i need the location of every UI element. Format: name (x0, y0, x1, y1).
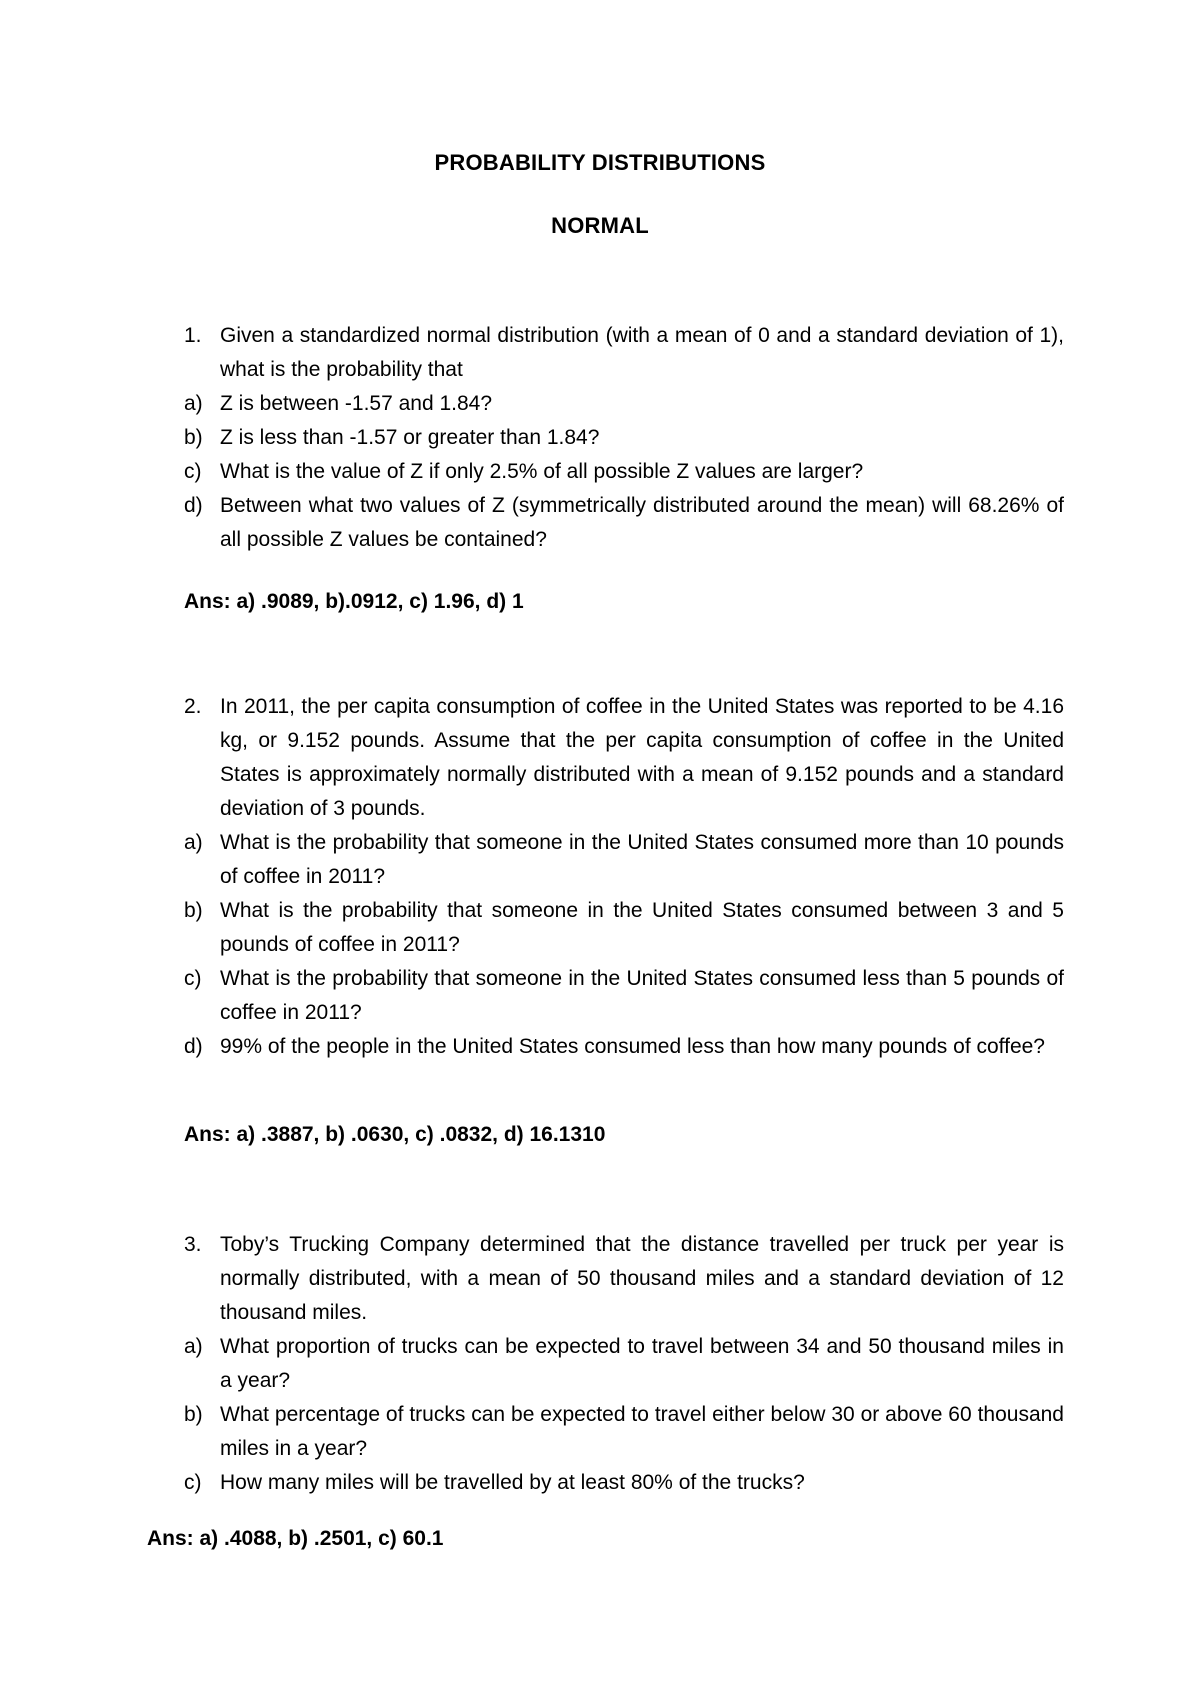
part-label: b) (184, 899, 203, 922)
page-subtitle: NORMAL (551, 213, 649, 238)
part-label: a) (184, 1335, 203, 1358)
question-2-part-d (184, 1030, 1064, 1064)
question-2-text: In 2011, the per capita consumption of coffee in the United States was reported to be 4.16 kg, or 9.152 pounds. Assume that the per capita consumption of coffee in the United States is approximately normally distributed with a mean of 9.152 pounds and a standard deviation of 3 pounds. (220, 695, 1064, 820)
question-3-answer: Ans: a) .4088, b) .2501, c) 60.1 (147, 1527, 444, 1550)
question-1-part-c (184, 455, 1064, 489)
part-text: How many miles will be travelled by at least 80% of the trucks? (220, 1471, 805, 1494)
question-3-part-a (184, 1330, 1064, 1398)
question-2-part-c (184, 962, 1064, 1030)
part-text: Z is between -1.57 and 1.84? (220, 392, 493, 415)
question-3-text: Toby’s Trucking Company determined that the distance travelled per truck per year is normally distributed, with a mean of 50 thousand miles and a standard deviation of 12 thousand miles. (220, 1233, 1064, 1324)
part-label: c) (184, 967, 202, 990)
question-3-stem (184, 1228, 1064, 1330)
part-label: b) (184, 1403, 203, 1426)
part-label: a) (184, 392, 203, 415)
question-2-part-a (184, 826, 1064, 894)
question-3-part-c (184, 1466, 1064, 1500)
part-text: Z is less than -1.57 or greater than 1.84? (220, 426, 600, 449)
question-1 (184, 319, 1064, 557)
question-2-stem (184, 690, 1064, 826)
question-1-text: Given a standardized normal distribution (with a mean of 0 and a standard deviation of 1), what is the probability that (220, 324, 1064, 381)
question-2 (184, 690, 1064, 1064)
question-1-part-b (184, 421, 1064, 455)
part-label: b) (184, 426, 203, 449)
part-text: What is the probability that someone in the United States consumed less than 5 pounds of coffee in 2011? (220, 967, 1064, 1024)
part-label: c) (184, 460, 202, 483)
part-label: d) (184, 494, 203, 517)
part-label: a) (184, 831, 203, 854)
part-text: What proportion of trucks can be expected to travel between 34 and 50 thousand miles in a year? (220, 1335, 1064, 1392)
part-label: d) (184, 1035, 203, 1058)
question-1-answer: Ans: a) .9089, b).0912, c) 1.96, d) 1 (184, 590, 524, 613)
part-text: What is the probability that someone in the United States consumed between 3 and 5 pounds of coffee in 2011? (220, 899, 1064, 956)
part-text: What percentage of trucks can be expected to travel either below 30 or above 60 thousand miles in a year? (220, 1403, 1064, 1460)
question-2-part-b (184, 894, 1064, 962)
question-1-stem (184, 319, 1064, 387)
page-title: PROBABILITY DISTRIBUTIONS (434, 150, 766, 175)
question-1-number: 1. (184, 324, 202, 347)
part-text: Between what two values of Z (symmetrically distributed around the mean) will 68.26% of all possible Z values be contained? (220, 494, 1064, 551)
question-1-part-d (184, 489, 1064, 557)
question-3 (184, 1228, 1064, 1500)
question-3-number: 3. (184, 1233, 202, 1256)
question-1-part-a (184, 387, 1064, 421)
question-3-part-b (184, 1398, 1064, 1466)
part-label: c) (184, 1471, 202, 1494)
question-2-answer: Ans: a) .3887, b) .0630, c) .0832, d) 16.1310 (184, 1123, 606, 1146)
question-2-number: 2. (184, 695, 202, 718)
part-text: 99% of the people in the United States consumed less than how many pounds of coffee? (220, 1035, 1045, 1058)
part-text: What is the value of Z if only 2.5% of all possible Z values are larger? (220, 460, 864, 483)
part-text: What is the probability that someone in the United States consumed more than 10 pounds of coffee in 2011? (220, 831, 1064, 888)
